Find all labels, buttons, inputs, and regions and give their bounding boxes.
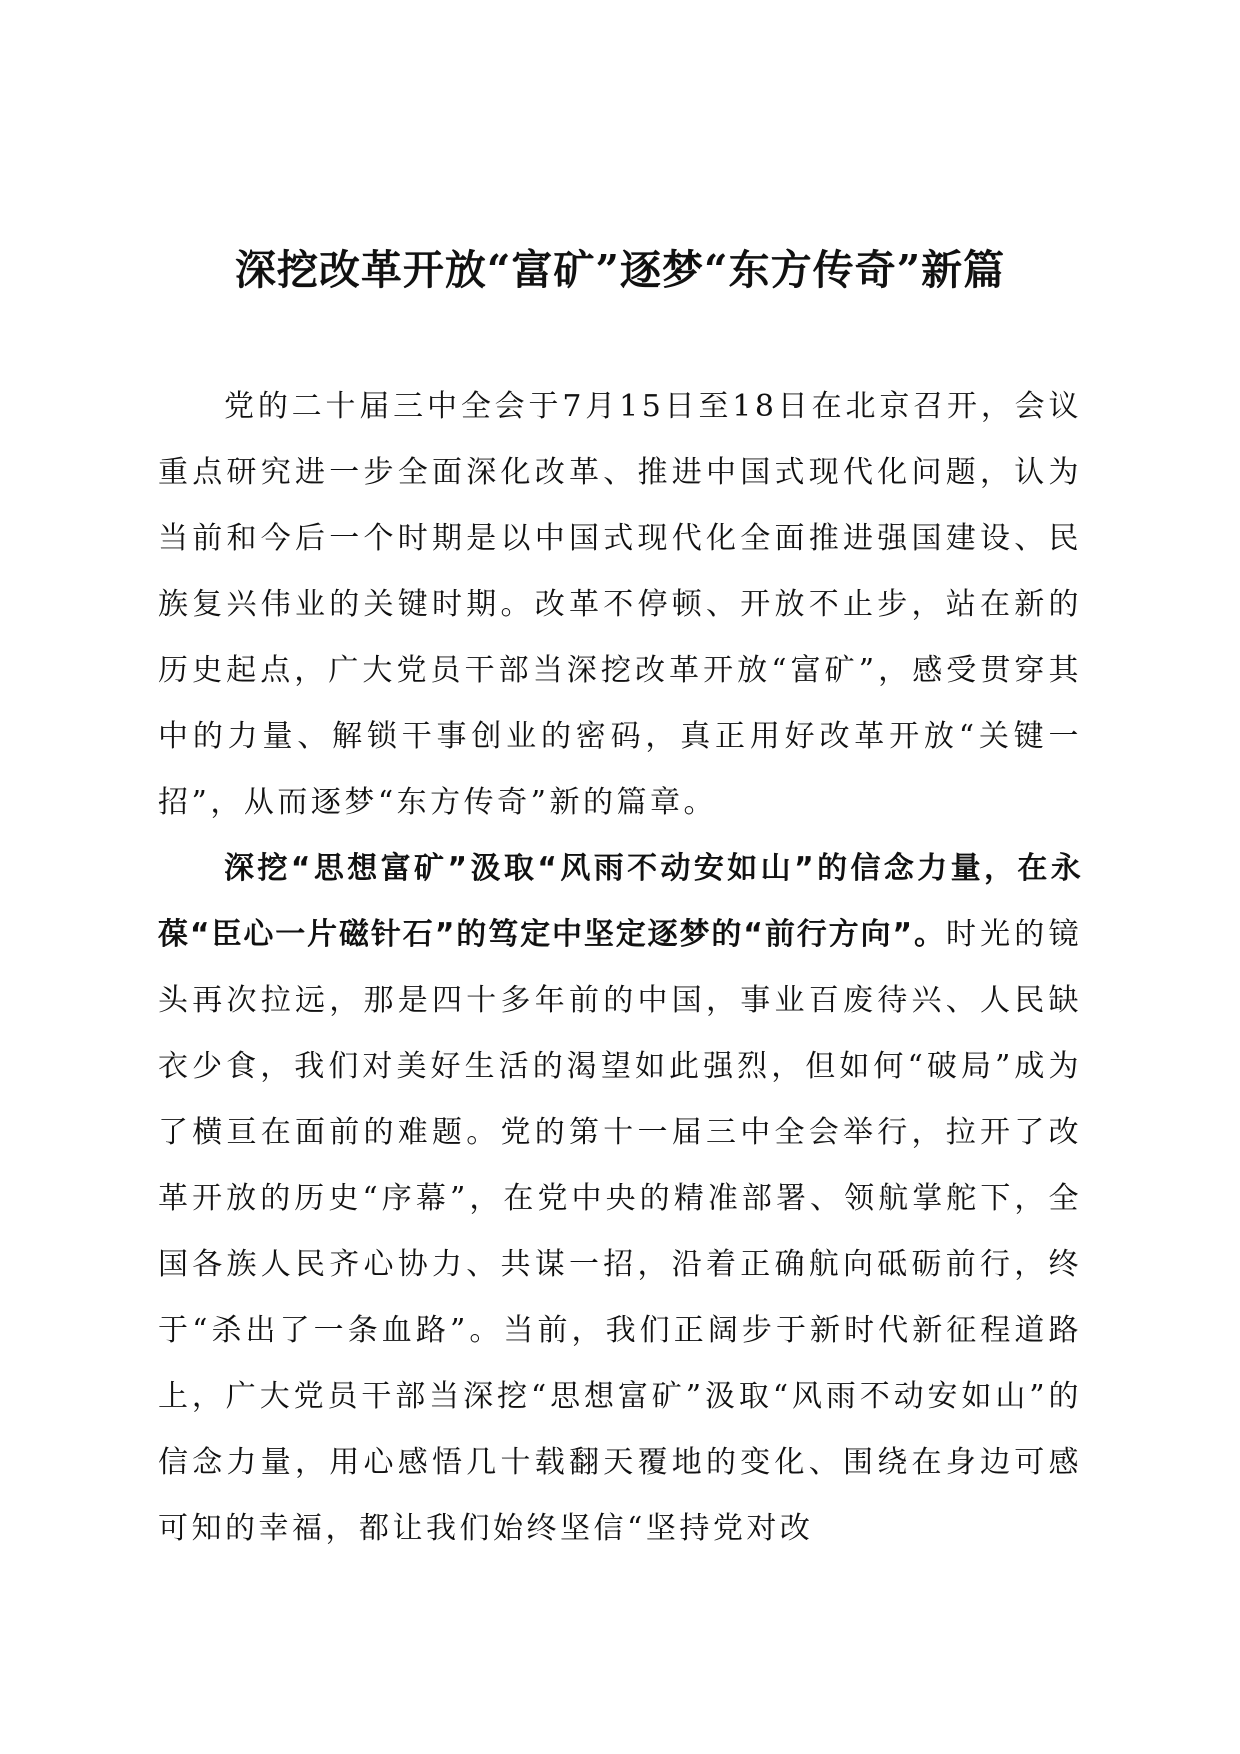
paragraph-section-one bbox=[158, 836, 1082, 1562]
section-one-text: 时光的镜头再次拉远，那是四十多年前的中国，事业百废待兴、人民缺衣少食，我们对美好生活的渴望如此强烈，但如何“破局”成为了横亘在面前的难题。党的第十一届三中全会举行，拉开了改革开放的历史“序幕”，在党中央的精准部署、领航掌舵下，全国各族人民齐心协力、共谋一招，沿着正确航向砥砺前行，终于“杀出了一条血路”。当前，我们正阔步于新时代新征程道路上，广大党员干部当深挖“思想富矿”汲取“风雨不动安如山”的信念力量，用心感悟几十载翻天覆地的变化、围绕在身边可感可知的幸福，都让我们始终坚信“坚持党对改 bbox=[158, 917, 1082, 1546]
paragraph-intro: 党的二十届三中全会于7月15日至18日在北京召开，会议重点研究进一步全面深化改革、推进中国式现代化问题，认为当前和今后一个时期是以中国式现代化全面推进强国建设、民族复兴伟业的关键时期。改革不停顿、开放不止步，站在新的历史起点，广大党员干部当深挖改革开放“富矿”，感受贯穿其中的力量、解锁干事创业的密码，真正用好改革开放“关键一招”，从而逐梦“东方传奇”新的篇章。 bbox=[158, 389, 1082, 820]
document-title: 深挖改革开放“富矿”逐梦“东方传奇”新篇 bbox=[234, 246, 1006, 294]
document-body bbox=[158, 374, 1082, 1562]
section-one-lead: 深挖“思想富矿”汲取“风雨不动安如山”的信念力量，在永葆“臣心一片磁针石”的笃定中坚定逐梦的“前行方向”。 bbox=[158, 851, 1082, 952]
